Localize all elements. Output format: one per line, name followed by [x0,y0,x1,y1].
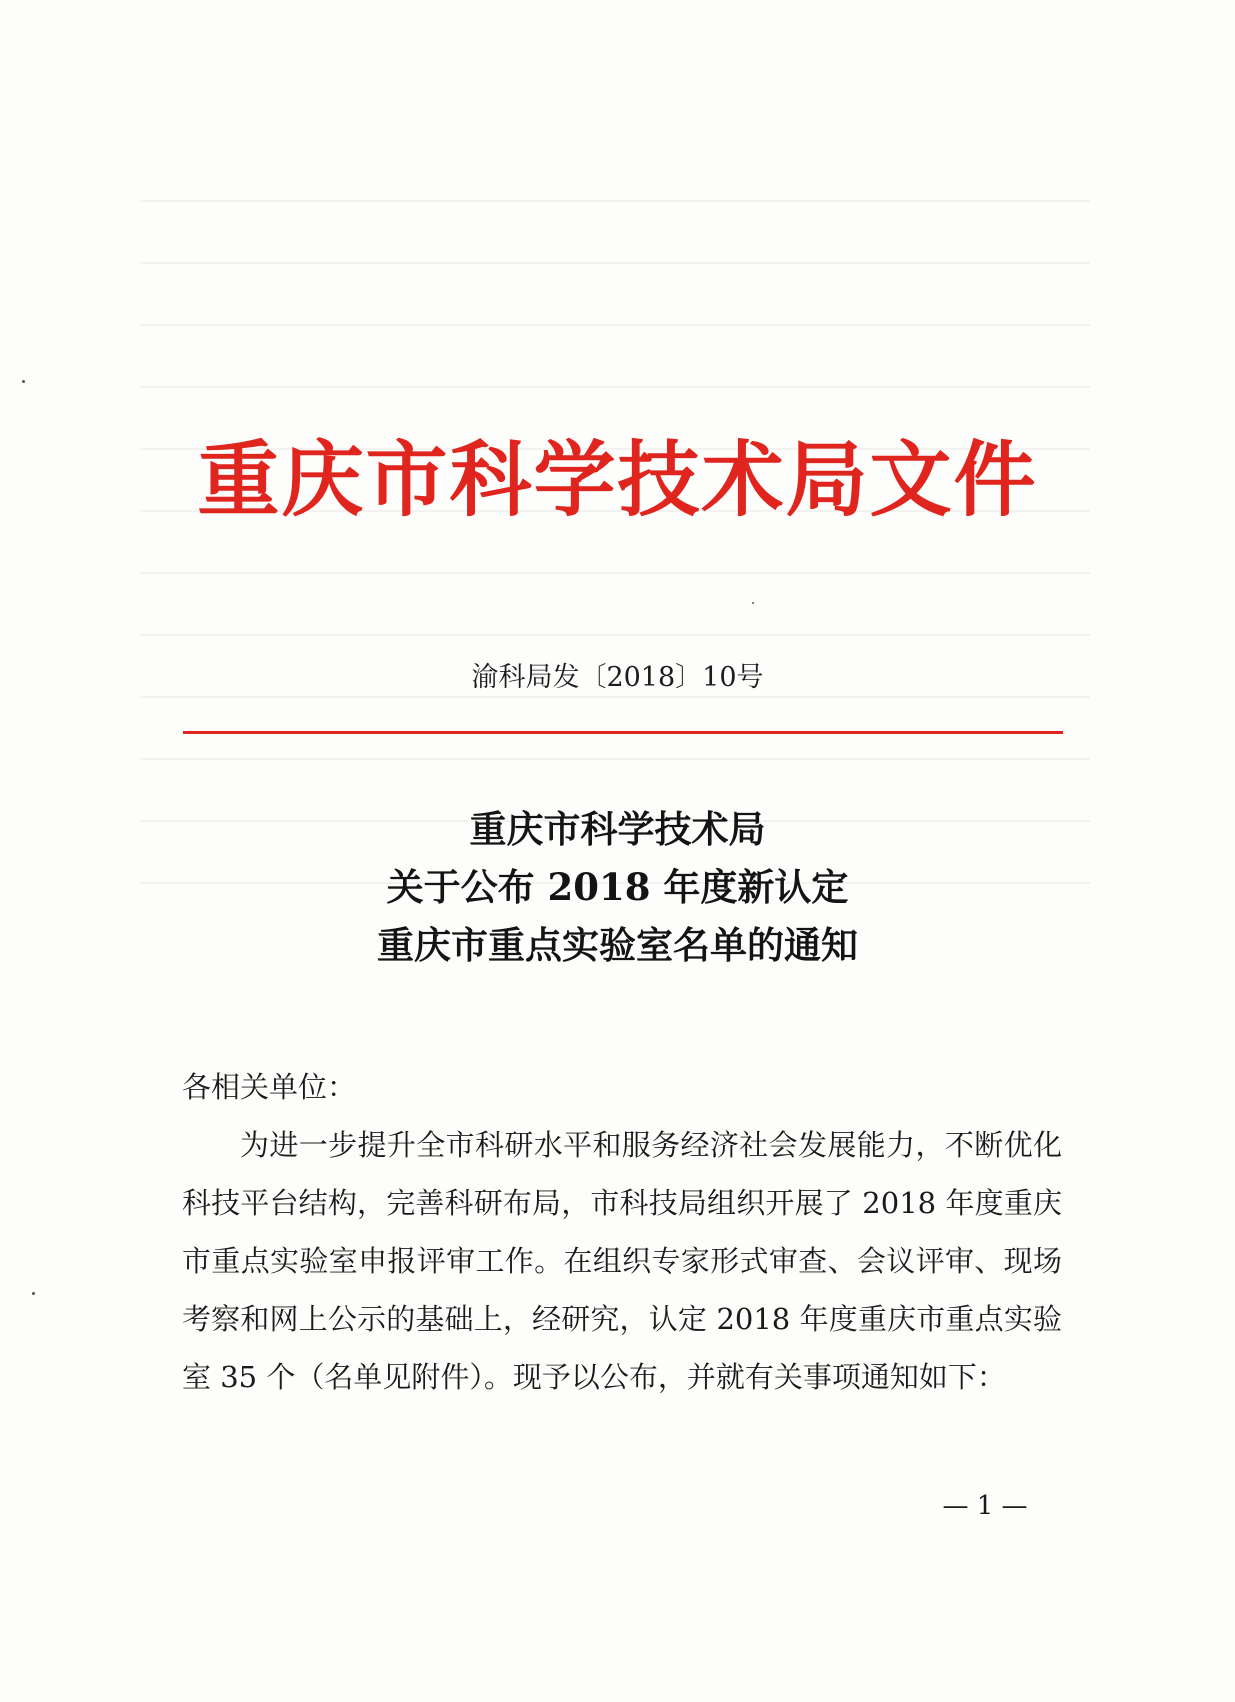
salutation: 各相关单位： [182,1070,357,1104]
scan-speck [752,602,754,604]
scan-speck [22,380,25,383]
body-paragraph: 为进一步提升全市科研水平和服务经济社会发展能力，不断优化科技平台结构，完善科研布局，市科技局组织开展了 2018 年度重庆市重点实验室申报评审工作。在组织专家形式审查、会议评审、现场考察和网上公示的基础上，经研究，认定 2018 年度重庆市重点实验室 35 个（名单见附件）。现予以公布，并就有关事项通知如下： [182,1128,1062,1394]
document-number: 渝科局发〔2018〕10号 [471,662,764,693]
notice-body [182,1058,1062,1406]
header-title: 重庆市科学技术局文件 [197,432,1038,528]
red-divider-rule [183,731,1063,734]
notice-title-line-1: 重庆市科学技术局 [469,807,766,851]
page-number: — 1 — [942,1491,1028,1521]
notice-title-line-3: 重庆市重点实验室名单的通知 [377,923,858,967]
notice-title [0,800,1235,974]
notice-title-line-2: 关于公布 2018 年度新认定 [386,865,849,909]
scan-speck [32,1292,35,1295]
